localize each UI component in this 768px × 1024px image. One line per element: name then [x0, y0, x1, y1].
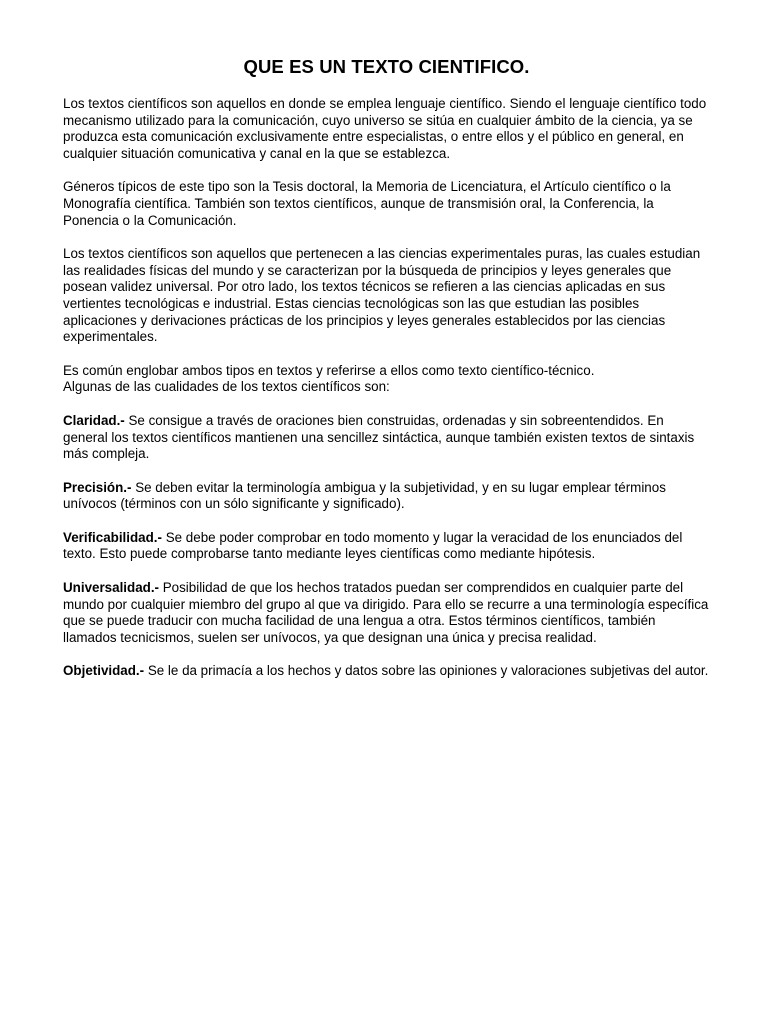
paragraph-genres: Géneros típicos de este tipo son la Tesis doctoral, la Memoria de Licenciatura, el Artículo científico o la Monografía científica. También son textos científicos, aunque de transmisión oral, la Conferencia, la Ponencia o la Comunicación.	[63, 179, 671, 228]
quality-description: Se consigue a través de oraciones bien construidas, ordenadas y sin sobreentendidos. En general los textos científicos mantienen una sencillez sintáctica, aunque también existen textos de sintaxis más compleja.	[63, 412, 695, 462]
paragraph-qualities-intro: Algunas de las cualidades de los textos científicos son:	[63, 379, 390, 395]
quality-description: Se debe poder comprobar en todo momento y lugar la veracidad de los enunciados del texto. Esto puede comprobarse tanto mediante leyes científicas como mediante hipótesis.	[63, 529, 683, 562]
quality-term: Universalidad.-	[63, 580, 159, 596]
quality-term: Claridad.-	[63, 412, 125, 428]
document-title: QUE ES UN TEXTO CIENTIFICO.	[243, 56, 530, 77]
quality-description: Posibilidad de que los hechos tratados puedan ser comprendidos en cualquier parte del mundo por cualquier miembro del grupo al que va dirigido. Para ello se recurre a una terminología específica que se puede traducir con mucha facilidad de una lengua a otra. Estos términos científicos, también llamados tecnicismos, suelen ser unívocos, ya que designan una única y precisa realidad.	[63, 580, 709, 645]
paragraph-scientific-technical: Es común englobar ambos tipos en textos y referirse a ellos como texto científico-técnico.	[63, 362, 595, 378]
paragraph-definition: Los textos científicos son aquellos en donde se emplea lenguaje científico. Siendo el lenguaje científico todo mecanismo utilizado para la comunicación, cuyo universo se sitúa en cualquier ámbito de la ciencia, ya se produzca esta comunicación exclusivamente entre especialistas, o entre ellos y el público en general, en cualquier situación comunicativa y canal en la que se establezca.	[63, 96, 707, 161]
quality-claridad	[63, 413, 710, 463]
quality-term: Verificabilidad.-	[63, 529, 162, 545]
quality-objetividad	[63, 663, 710, 680]
quality-description: Se le da primacía a los hechos y datos sobre las opiniones y valoraciones subjetivas del autor.	[144, 663, 709, 679]
quality-term: Objetividad.-	[63, 663, 145, 679]
quality-universalidad	[63, 580, 710, 646]
quality-precision	[63, 480, 710, 513]
paragraph-sciences: Los textos científicos son aquellos que pertenecen a las ciencias experimentales puras, las cuales estudian las realidades físicas del mundo y se caracterizan por la búsqueda de principios y leyes generales que posean validez universal. Por otro lado, los textos técnicos se refieren a las ciencias aplicadas en sus vertientes tecnológicas e industrial. Estas ciencias tecnológicas son las que estudian las posibles aplicaciones y derivaciones prácticas de los principios y leyes generales establecidos por las ciencias experimentales.	[63, 246, 701, 345]
quality-term: Precisión.-	[63, 479, 132, 495]
quality-verificabilidad	[63, 530, 710, 563]
quality-description: Se deben evitar la terminología ambigua y la subjetividad, y en su lugar emplear términos unívocos (términos con un sólo significante y significado).	[63, 479, 666, 512]
